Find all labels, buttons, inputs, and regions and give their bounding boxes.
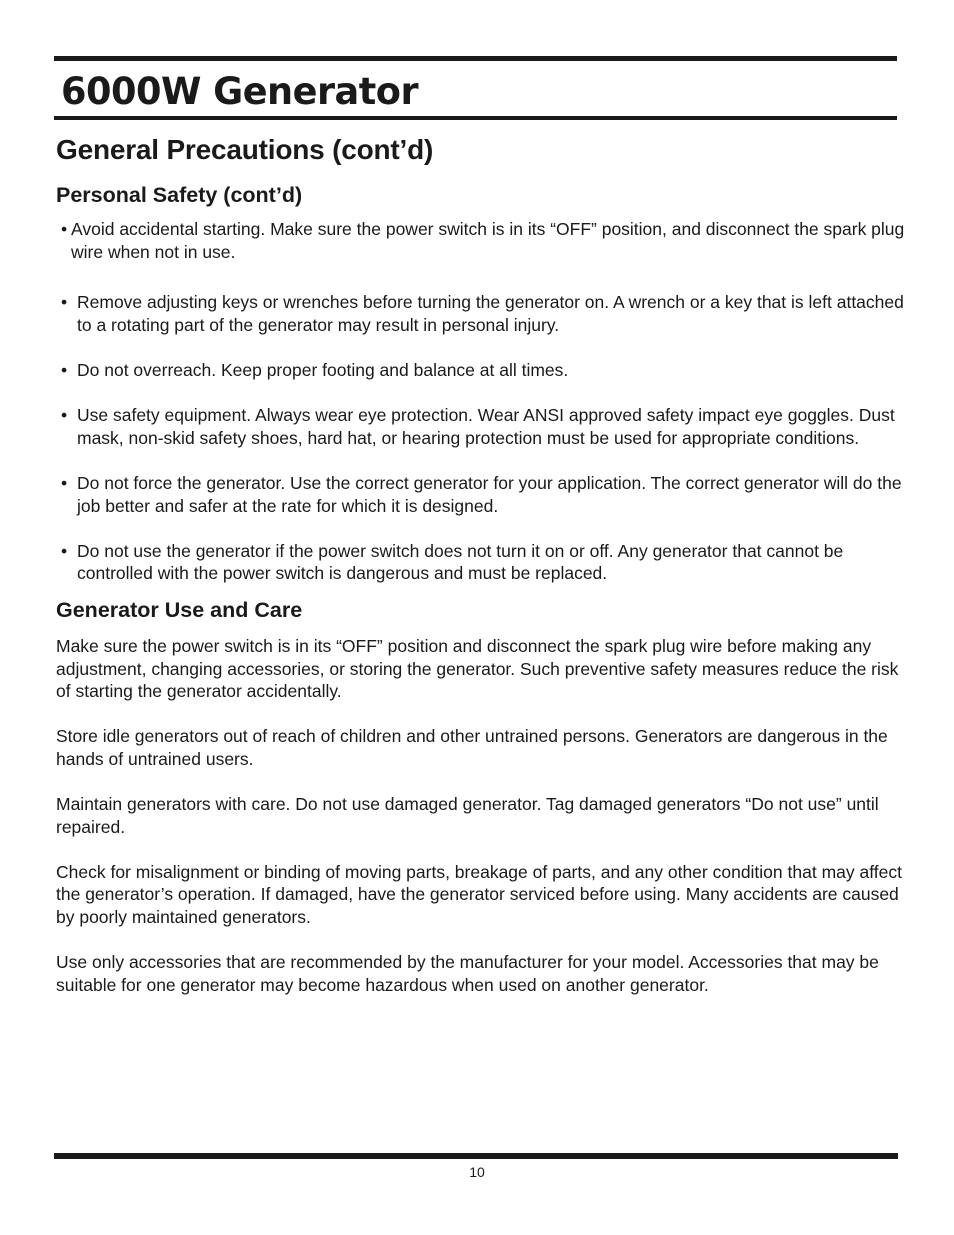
paragraph: Maintain generators with care. Do not use damaged generator. Tag damaged generators “Do not use” until repaired. [56,794,879,837]
personal-safety-list [56,218,916,585]
product-title: 6000W Generator [61,70,419,113]
bullet-icon: • [61,405,68,426]
header-bottom-rule [54,116,897,120]
list-item: • Do not use the generator if the power switch does not turn it on or off. Any generator that cannot be controlled with the power switch is dangerous and must be replaced. [61,540,844,584]
bullet-icon: • [61,472,68,493]
header-top-rule [54,56,897,61]
paragraph: Check for misalignment or binding of moving parts, breakage of parts, and any other condition that may affect the generator’s operation. If damaged, have the generator serviced before using. Many accidents are caused by poorly maintained generators. [56,861,902,928]
list-item: • Avoid accidental starting. Make sure the power switch is in its “OFF” position, and disconnect the spark plug wire when not in use. [61,219,905,262]
personal-safety-heading: Personal Safety (cont’d) [56,183,303,207]
paragraph: Make sure the power switch is in its “OFF” position and disconnect the spark plug wire before making any adjustment, changing accessories, or storing the generator. Such preventive safety measures reduce the risk of starting the generator accidentally. [56,635,899,702]
page-content [56,132,916,996]
bullet-icon: • [61,219,68,239]
footer-rule [54,1153,898,1159]
list-item: • Do not overreach. Keep proper footing and balance at all times. [61,359,569,380]
paragraph: Store idle generators out of reach of children and other untrained persons. Generators are dangerous in the hands of untrained users. [56,726,888,769]
list-item: • Do not force the generator. Use the correct generator for your application. The correct generator will do the job better and safer at the rate for which it is designed. [61,472,902,516]
list-item: • Use safety equipment. Always wear eye protection. Wear ANSI approved safety impact eye goggles. Dust mask, non-skid safety shoes, hard hat, or hearing protection must be used for appropriate conditions. [61,405,895,448]
bullet-icon: • [61,540,68,561]
bullet-icon: • [61,359,68,380]
bullet-icon: • [61,292,68,313]
section-title: General Precautions (cont’d) [56,134,434,165]
use-and-care-heading: Generator Use and Care [56,597,303,622]
list-item: • Remove adjusting keys or wrenches before turning the generator on. A wrench or a key that is left attached to a rotating part of the generator may result in personal injury. [61,292,904,335]
paragraph: Use only accessories that are recommended by the manufacturer for your model. Accessories that may be suitable for one generator may become hazardous when used on another generator. [56,952,879,995]
page-number: 10 [469,1164,485,1180]
